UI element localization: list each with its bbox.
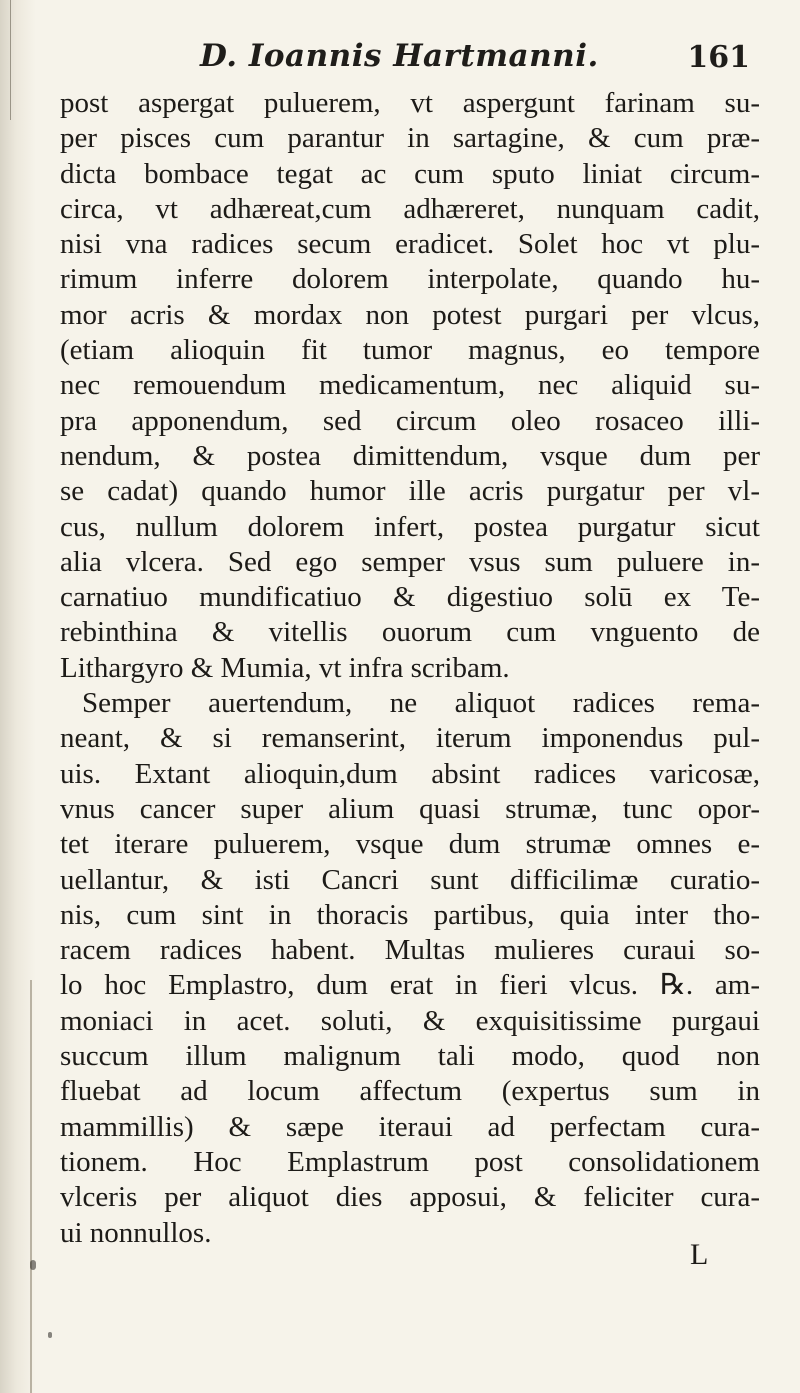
page-gutter-line-top	[10, 0, 11, 120]
text-line: vnus cancer super alium quasi strumæ, tunc opor-	[60, 792, 760, 825]
text-line: fluebat ad locum affectum (expertus sum in	[60, 1075, 760, 1108]
text-line: succum illum malignum tali modo, quod non	[60, 1040, 760, 1073]
body-text	[60, 86, 760, 1251]
text-line: mor acris & mordax non potest purgari per vlcus,	[60, 298, 760, 331]
text-line: tionem. Hoc Emplastrum post consolidationem	[60, 1145, 760, 1178]
text-line: vlceris per aliquot dies apposui, & feliciter cura-	[60, 1181, 760, 1214]
text-line: dicta bombace tegat ac cum sputo liniat circum-	[60, 157, 760, 190]
text-line: (etiam alioquin fit tumor magnus, eo tempore	[60, 334, 760, 367]
page-header	[60, 34, 760, 82]
running-head: D. Ioannis Hartmanni.	[200, 38, 599, 74]
text-line: racem radices habent. Multas mulieres curaui so-	[60, 934, 760, 967]
text-line: nendum, & postea dimittendum, vsque dum per	[60, 439, 760, 472]
text-line: neant, & si remanserint, iterum imponendus pul-	[60, 722, 760, 755]
text-line: circa, vt adhæreat,cum adhæreret, nunquam cadit,	[60, 192, 760, 225]
text-line: nec remouendum medicamentum, nec aliquid su-	[60, 369, 760, 402]
ink-smudge	[48, 1332, 52, 1338]
text-line: uis. Extant alioquin,dum absint radices varicosæ,	[60, 757, 760, 790]
text-line: nisi vna radices secum eradicet. Solet hoc vt plu-	[60, 228, 760, 261]
text-line: cus, nullum dolorem infert, postea purgatur sicut	[60, 510, 760, 543]
text-line: Lithargyro & Mumia, vt infra scribam.	[60, 651, 510, 684]
text-line: Semper auertendum, ne aliquot radices rema-	[82, 687, 760, 720]
text-line: se cadat) quando humor ille acris purgatur per vl-	[60, 475, 760, 508]
page-gutter-line-bottom	[30, 980, 32, 1393]
text-line: nis, cum sint in thoracis partibus, quia inter tho-	[60, 898, 760, 931]
text-line: rimum inferre dolorem interpolate, quando hu-	[60, 263, 760, 296]
text-line: carnatiuo mundificatiuo & digestiuo solū ex Te-	[60, 581, 760, 614]
catchword: L	[690, 1238, 709, 1271]
text-line: alia vlcera. Sed ego semper vsus sum puluere in-	[60, 545, 760, 578]
page-number: 161	[687, 40, 750, 75]
text-line: rebinthina & vitellis ouorum cum vnguento de	[60, 616, 760, 649]
text-line: pra apponendum, sed circum oleo rosaceo illi-	[60, 404, 760, 437]
text-line: ui nonnullos.	[60, 1216, 212, 1249]
text-line: per pisces cum parantur in sartagine, & cum præ-	[60, 122, 760, 155]
text-line: lo hoc Emplastro, dum erat in fieri vlcus. ℞. am-	[60, 969, 760, 1002]
text-line: uellantur, & isti Cancri sunt difficilimæ curatio-	[60, 863, 760, 896]
text-line: moniaci in acet. soluti, & exquisitissime purgaui	[60, 1004, 760, 1037]
text-line: mammillis) & sæpe iteraui ad perfectam cura-	[60, 1110, 760, 1143]
text-line: tet iterare puluerem, vsque dum strumæ omnes e-	[60, 828, 760, 861]
text-line: post aspergat puluerem, vt aspergunt farinam su-	[60, 87, 760, 119]
ink-smudge	[30, 1260, 36, 1270]
